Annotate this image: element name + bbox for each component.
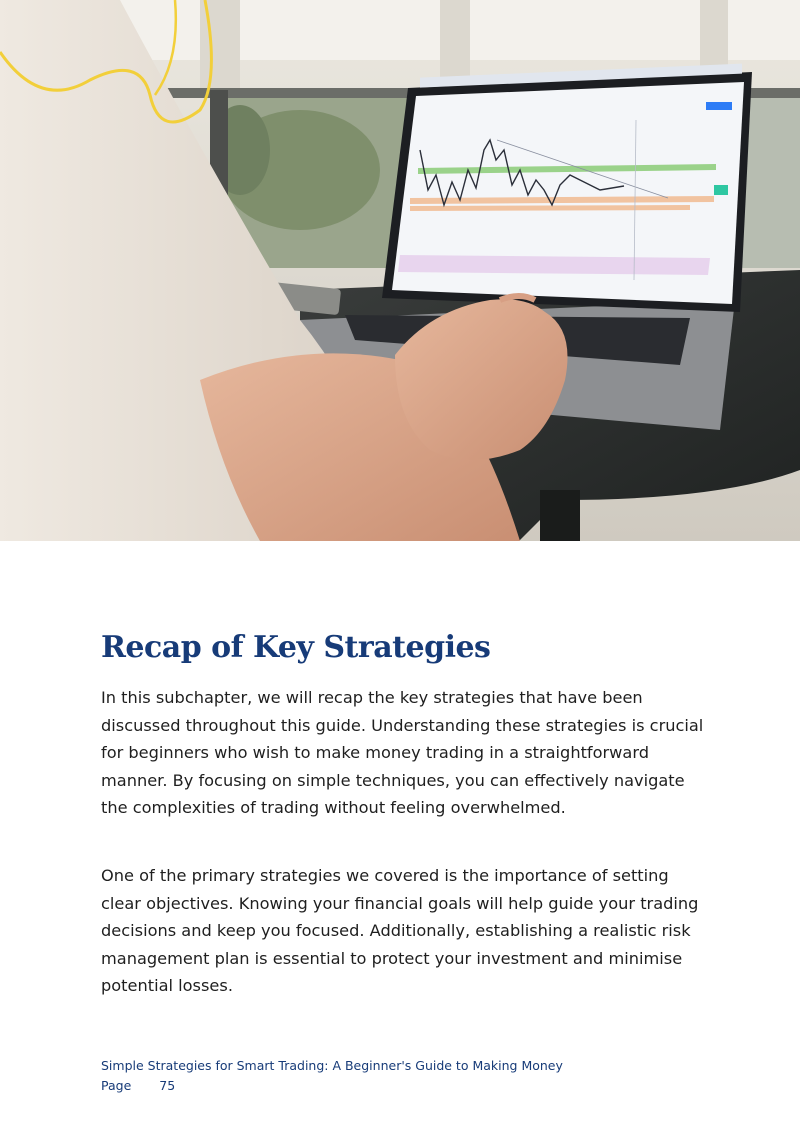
book-title: Simple Strategies for Smart Trading: A Beginner's Guide to Making Money: [101, 1058, 563, 1073]
page-footer: [101, 1056, 563, 1096]
page-label: Page: [101, 1078, 132, 1093]
hero-photo: [0, 0, 800, 541]
section-heading: Recap of Key Strategies: [101, 630, 491, 665]
laptop-trading-chart-photo-icon: [0, 0, 800, 541]
section: [101, 628, 701, 668]
paragraph-1: In this subchapter, we will recap the key strategies that have been discussed throughout this guide. Understanding these strategies is crucial for beginners who wish to make money trading in a straightforward manner. By focusing on simple techniques, you can effectively navigate the complexities of trading without feeling overwhelmed.: [101, 688, 704, 817]
page-number: 75: [159, 1078, 176, 1093]
page-indicator: [101, 1076, 563, 1096]
paragraph-2: One of the primary strategies we covered is the importance of setting clear objectives. Knowing your financial goals will help guide your trading decisions and keep you focused. Additionally, establishing a realistic risk management plan is essential to protect your investment and minimise potential losses.: [101, 866, 699, 995]
